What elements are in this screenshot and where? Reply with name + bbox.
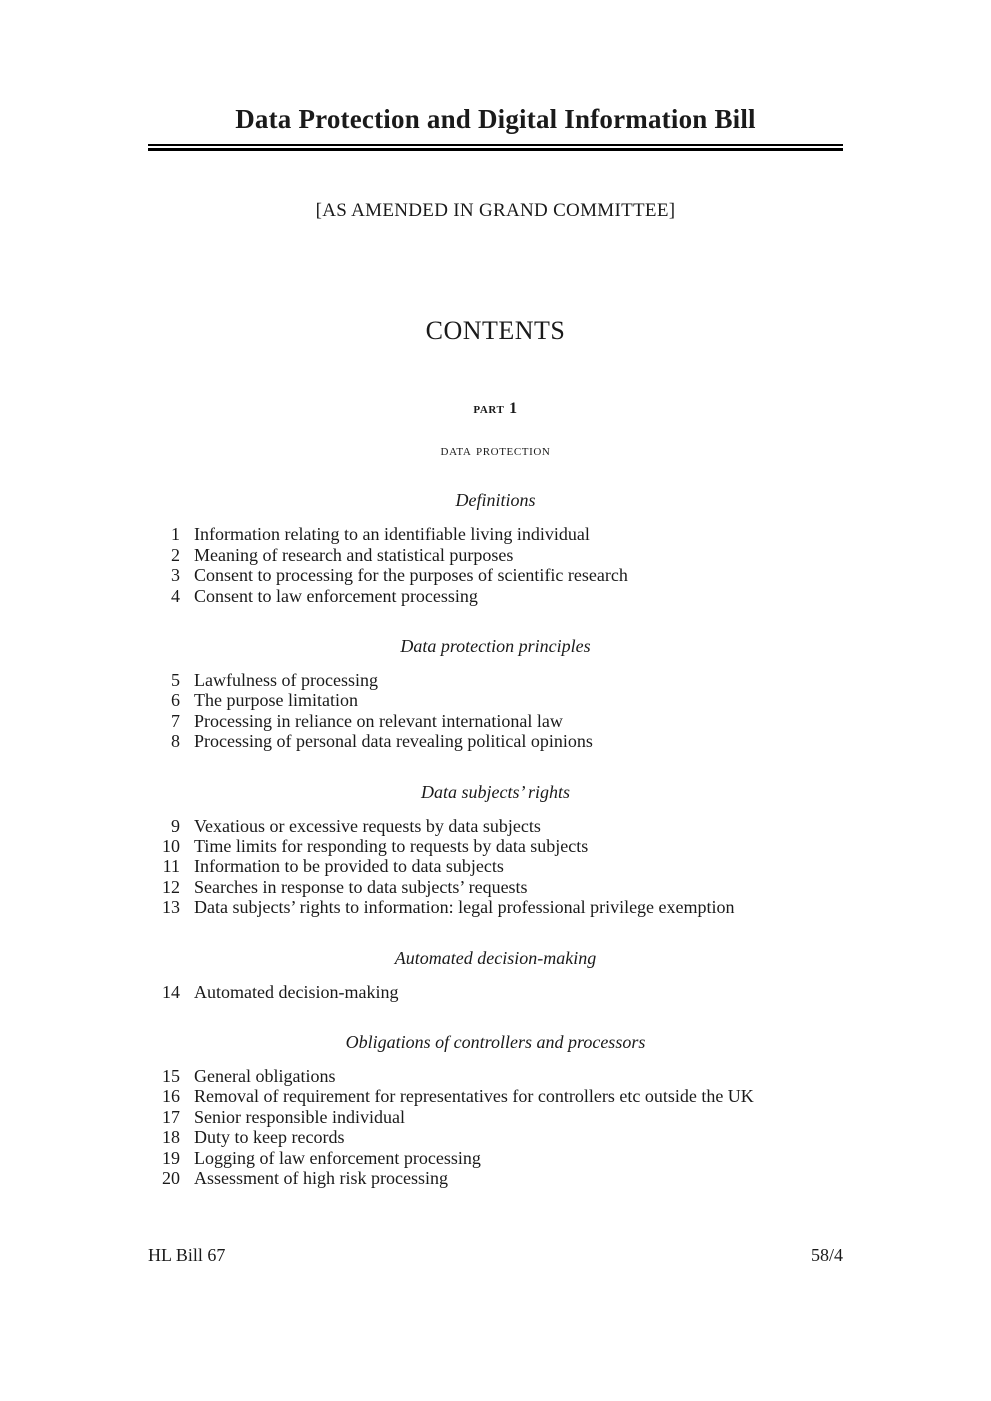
list-item[interactable] bbox=[148, 1066, 843, 1086]
item-label: Processing of personal data revealing political opinions bbox=[194, 731, 593, 752]
item-number: 7 bbox=[171, 710, 180, 731]
list-item[interactable] bbox=[148, 565, 843, 585]
title-double-rule bbox=[148, 144, 843, 151]
item-number: 1 bbox=[171, 524, 180, 545]
list-item[interactable] bbox=[148, 731, 843, 751]
item-number: 3 bbox=[171, 565, 180, 586]
item-number: 9 bbox=[171, 815, 180, 836]
list-item[interactable] bbox=[148, 524, 843, 544]
item-number: 14 bbox=[162, 981, 180, 1002]
section-heading: Obligations of controllers and processors bbox=[345, 1032, 646, 1053]
section-heading: Automated decision-making bbox=[394, 947, 597, 968]
section-definitions bbox=[148, 490, 843, 606]
item-number: 20 bbox=[162, 1168, 180, 1189]
list-item[interactable] bbox=[148, 545, 843, 565]
list-item[interactable] bbox=[148, 586, 843, 606]
page-title: Data Protection and Digital Information Bill bbox=[235, 104, 756, 134]
item-label: Automated decision-making bbox=[194, 981, 399, 1002]
list-item[interactable] bbox=[148, 816, 843, 836]
item-number: 4 bbox=[171, 585, 180, 606]
list-item[interactable] bbox=[148, 856, 843, 876]
item-label: General obligations bbox=[194, 1066, 336, 1087]
item-number: 8 bbox=[171, 731, 180, 752]
item-label: Consent to processing for the purposes of scientific research bbox=[194, 565, 628, 586]
item-number: 13 bbox=[162, 897, 180, 918]
section-heading: Definitions bbox=[455, 490, 536, 511]
list-item[interactable] bbox=[148, 877, 843, 897]
item-number: 2 bbox=[171, 544, 180, 565]
item-number: 16 bbox=[162, 1086, 180, 1107]
title-rule-lower bbox=[148, 148, 843, 151]
item-number: 17 bbox=[162, 1106, 180, 1127]
section-heading: Data protection principles bbox=[400, 636, 591, 657]
item-label: Removal of requirement for representatives for controllers etc outside the UK bbox=[194, 1086, 754, 1107]
list-item[interactable] bbox=[148, 670, 843, 690]
page-reference: 58/4 bbox=[810, 1245, 843, 1265]
list-item[interactable] bbox=[148, 690, 843, 710]
item-number: 5 bbox=[171, 670, 180, 691]
section-data-protection-principles bbox=[148, 636, 843, 752]
list-item[interactable] bbox=[148, 1127, 843, 1147]
part-subheading: data protection bbox=[440, 442, 551, 460]
item-number: 11 bbox=[162, 856, 180, 877]
item-label: Lawfulness of processing bbox=[194, 670, 378, 691]
list-item[interactable] bbox=[148, 1086, 843, 1106]
item-number: 12 bbox=[162, 876, 180, 897]
item-number: 10 bbox=[162, 836, 180, 857]
item-label: Assessment of high risk processing bbox=[194, 1168, 448, 1189]
list-item[interactable] bbox=[148, 897, 843, 917]
page-footer bbox=[148, 1245, 843, 1266]
contents-heading: CONTENTS bbox=[425, 316, 566, 346]
part-heading: part 1 bbox=[473, 400, 518, 418]
item-label: Processing in reliance on relevant international law bbox=[194, 710, 563, 731]
item-label: Meaning of research and statistical purposes bbox=[194, 544, 514, 565]
contents-list bbox=[148, 816, 843, 918]
list-item[interactable] bbox=[148, 982, 843, 1002]
item-number: 15 bbox=[162, 1066, 180, 1087]
item-label: Information to be provided to data subjects bbox=[194, 856, 504, 877]
item-label: Searches in response to data subjects’ requests bbox=[194, 876, 528, 897]
list-item[interactable] bbox=[148, 1107, 843, 1127]
item-label: Duty to keep records bbox=[194, 1127, 345, 1148]
contents-list bbox=[148, 982, 843, 1002]
section-obligations bbox=[148, 1032, 843, 1188]
list-item[interactable] bbox=[148, 1148, 843, 1168]
list-item[interactable] bbox=[148, 836, 843, 856]
item-label: The purpose limitation bbox=[194, 690, 358, 711]
contents-list bbox=[148, 670, 843, 752]
bill-reference: HL Bill 67 bbox=[148, 1245, 226, 1265]
item-label: Logging of law enforcement processing bbox=[194, 1147, 481, 1168]
item-label: Consent to law enforcement processing bbox=[194, 585, 478, 606]
list-item[interactable] bbox=[148, 711, 843, 731]
item-label: Senior responsible individual bbox=[194, 1106, 405, 1127]
document-page bbox=[148, 0, 843, 1401]
section-data-subjects-rights bbox=[148, 782, 843, 918]
item-label: Vexatious or excessive requests by data subjects bbox=[194, 815, 541, 836]
item-number: 18 bbox=[162, 1127, 180, 1148]
section-heading: Data subjects’ rights bbox=[420, 781, 570, 802]
contents-list bbox=[148, 524, 843, 606]
amendment-note: [AS AMENDED IN GRAND COMMITTEE] bbox=[315, 200, 676, 222]
item-label: Data subjects’ rights to information: legal professional privilege exemption bbox=[194, 897, 735, 918]
list-item[interactable] bbox=[148, 1168, 843, 1188]
section-automated-decision-making bbox=[148, 948, 843, 1002]
item-number: 19 bbox=[162, 1147, 180, 1168]
item-label: Information relating to an identifiable living individual bbox=[194, 524, 590, 545]
item-number: 6 bbox=[171, 690, 180, 711]
item-label: Time limits for responding to requests by data subjects bbox=[194, 836, 589, 857]
contents-list bbox=[148, 1066, 843, 1188]
